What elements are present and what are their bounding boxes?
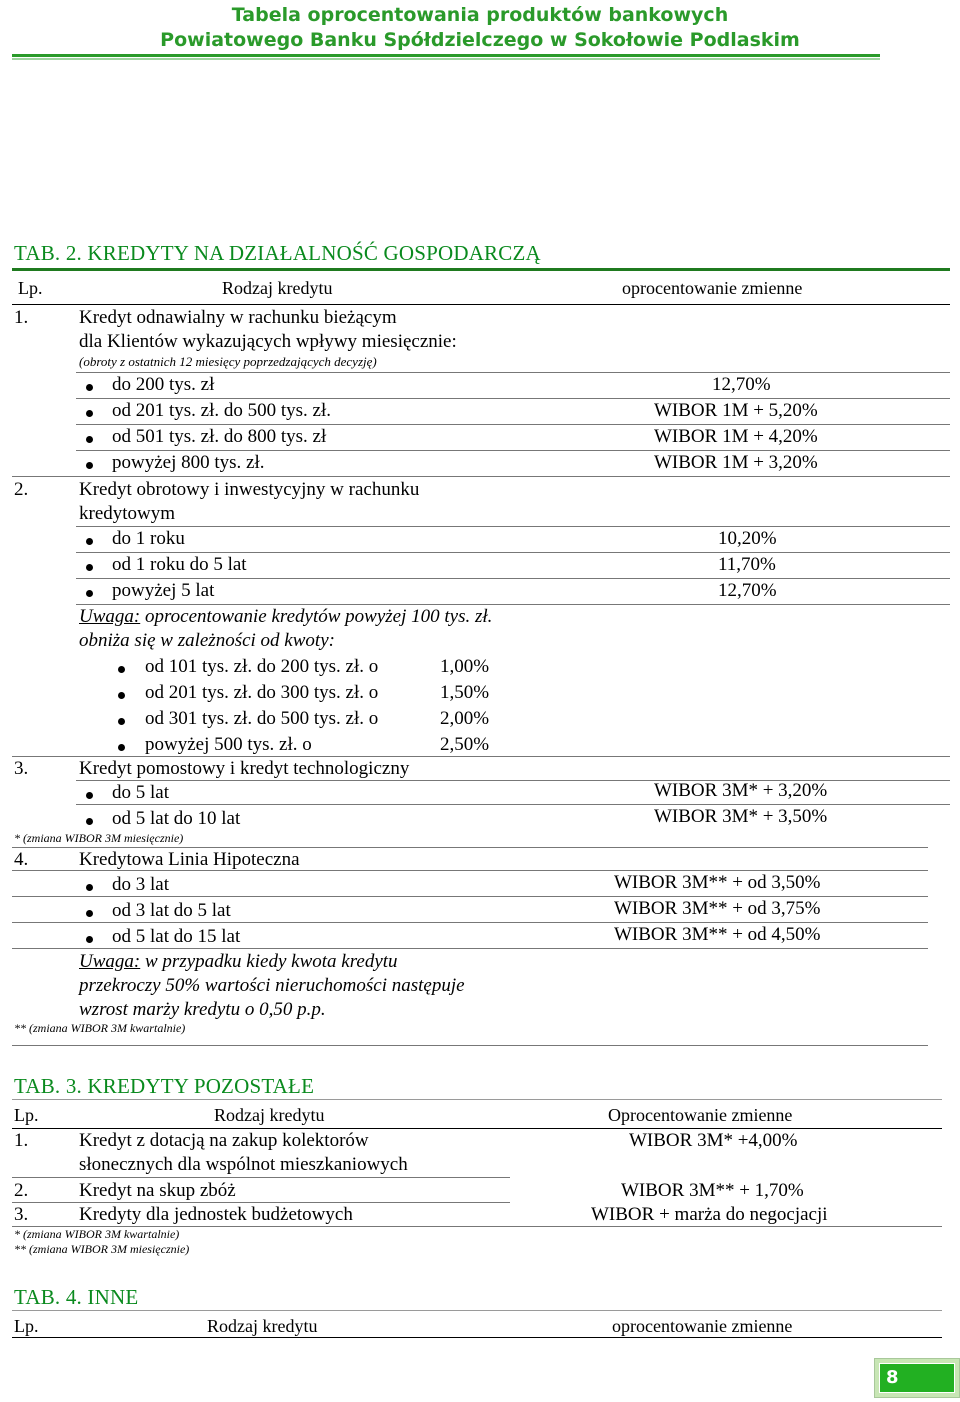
- item2-number: 2.: [14, 479, 29, 500]
- item2-row-rate: 12,70%: [718, 580, 777, 601]
- note-label: Uwaga:: [79, 606, 141, 627]
- bullet-icon: [118, 718, 125, 725]
- tab4-col-type: Rodzaj kredytu: [207, 1316, 318, 1336]
- discount-label: od 101 tys. zł. do 200 tys. zł. o: [145, 656, 379, 677]
- tab3-col-type: Rodzaj kredytu: [214, 1105, 325, 1125]
- item3-footnote: * (zmiana WIBOR 3M miesięcznie): [14, 831, 184, 845]
- row-rule: [12, 922, 928, 923]
- item2-row-label: od 1 roku do 5 lat: [112, 554, 247, 575]
- header-rule: [12, 54, 880, 57]
- bullet-icon: [86, 564, 93, 571]
- row-rule: [12, 870, 928, 871]
- tab3-col-lp: Lp.: [14, 1105, 39, 1125]
- row-rule: [76, 450, 950, 451]
- tab3-row-label: Kredyt z dotacją na zakup kolektorów: [79, 1130, 369, 1151]
- item2-title-line1: Kredyt obrotowy i inwestycyjny w rachunku: [79, 479, 420, 500]
- discount-value: 2,50%: [440, 734, 490, 755]
- discount-label: od 301 tys. zł. do 500 tys. zł. o: [145, 708, 379, 729]
- tab3-title: TAB. 3. KREDYTY POZOSTAŁE: [14, 1074, 315, 1098]
- item3-number: 3.: [14, 758, 29, 779]
- note-text: oprocentowanie kredytów powyżej 100 tys. zł.: [140, 606, 493, 627]
- header-rule-light: [12, 58, 880, 60]
- tab3-row-label: Kredyt na skup zbóż: [79, 1180, 236, 1201]
- item1-title-line1: Kredyt odnawialny w rachunku bieżącym: [79, 307, 397, 328]
- tab3-row-label-line2: słonecznych dla wspólnot mieszkaniowych: [79, 1154, 408, 1175]
- tab3-row-number: 2.: [14, 1180, 29, 1201]
- item1-row-rate: WIBOR 1M + 5,20%: [654, 400, 818, 421]
- row-rule: [12, 1202, 510, 1203]
- item4-note-line3: wzrost marży kredytu o 0,50 p.p.: [79, 999, 326, 1020]
- item1-title-line2: dla Klientów wykazujących wpływy miesięcznie:: [79, 331, 457, 352]
- item1-number: 1.: [14, 307, 29, 328]
- row-rule: [76, 604, 950, 605]
- item3-title: Kredyt pomostowy i kredyt technologiczny: [79, 758, 410, 779]
- page-number: 8: [886, 1367, 899, 1388]
- tab3-row-rate: WIBOR + marża do negocjacji: [591, 1204, 828, 1225]
- tab4-col-lp: Lp.: [14, 1316, 39, 1336]
- tab2-title: TAB. 2. KREDYTY NA DZIAŁALNOŚĆ GOSPODARCZĄ: [14, 241, 541, 265]
- item4-number: 4.: [14, 849, 29, 870]
- item1-row-label: od 201 tys. zł. do 500 tys. zł.: [112, 400, 332, 421]
- row-rule: [76, 424, 950, 425]
- tab3-col-rate: Oprocentowanie zmienne: [608, 1105, 793, 1125]
- tab4-title-rule: [12, 1310, 942, 1311]
- tab4-header-rule: [12, 1337, 942, 1338]
- row-rule: [12, 896, 928, 897]
- item2-row-rate: 11,70%: [718, 554, 776, 575]
- tab3-row-rate: WIBOR 3M* +4,00%: [629, 1130, 798, 1151]
- item4-title: Kredytowa Linia Hipoteczna: [79, 849, 300, 870]
- discount-label: powyżej 500 tys. zł. o: [145, 734, 312, 755]
- tab4-col-rate: oprocentowanie zmienne: [612, 1316, 793, 1336]
- item2-row-rate: 10,20%: [718, 528, 777, 549]
- bullet-icon: [118, 692, 125, 699]
- document-header-line1: Tabela oprocentowania produktów bankowych: [231, 4, 729, 26]
- item1-row-label: powyżej 800 tys. zł.: [112, 452, 265, 473]
- item4-note-line1: [79, 951, 398, 973]
- row-rule: [76, 578, 950, 579]
- row-rule: [12, 1177, 510, 1178]
- note-label: Uwaga:: [79, 951, 141, 972]
- item4-note-line2: przekroczy 50% wartości nieruchomości następuje: [79, 975, 465, 996]
- item4-row-rate: WIBOR 3M** + od 4,50%: [614, 924, 821, 945]
- item4-footnote: ** (zmiana WIBOR 3M kwartalnie): [14, 1021, 186, 1035]
- discount-value: 2,00%: [440, 708, 490, 729]
- item1-row-rate: 12,70%: [712, 374, 771, 395]
- row-rule: [76, 552, 950, 553]
- bullet-icon: [86, 436, 93, 443]
- item2-title-line2: kredytowym: [79, 503, 176, 524]
- row-rule: [12, 476, 950, 477]
- tab3-row-number: 1.: [14, 1130, 29, 1151]
- item1-note: (obroty z ostatnich 12 miesięcy poprzedzających decyzję): [79, 354, 377, 369]
- row-rule: [76, 804, 950, 805]
- item2-note-line1: [79, 606, 492, 628]
- item4-row-label: od 5 lat do 15 lat: [112, 926, 241, 947]
- tab3-row-label: Kredyty dla jednostek budżetowych: [79, 1204, 353, 1225]
- bullet-icon: [86, 936, 93, 943]
- item1-rule: [76, 372, 950, 373]
- row-rule: [76, 526, 950, 527]
- bullet-icon: [86, 792, 93, 799]
- item3-row-rate: WIBOR 3M* + 3,50%: [654, 806, 828, 827]
- item3-row-rate: WIBOR 3M* + 3,20%: [654, 780, 828, 801]
- row-rule: [12, 847, 928, 848]
- bullet-icon: [86, 384, 93, 391]
- item3-row-label: do 5 lat: [112, 782, 169, 803]
- item4-row-rate: WIBOR 3M** + od 3,75%: [614, 898, 821, 919]
- row-rule: [12, 756, 950, 757]
- item1-row-label: do 200 tys. zł: [112, 374, 215, 395]
- item1-row-label: od 501 tys. zł. do 800 tys. zł: [112, 426, 327, 447]
- tab3-title-rule: [12, 1099, 942, 1100]
- tab2-col-lp: Lp.: [18, 278, 43, 298]
- bullet-icon: [86, 884, 93, 891]
- item4-row-label: do 3 lat: [112, 874, 169, 895]
- item1-row-rate: WIBOR 1M + 3,20%: [654, 452, 818, 473]
- note-text: w przypadku kiedy kwota kredytu: [140, 951, 398, 972]
- bullet-icon: [86, 410, 93, 417]
- tab3-footnote1: * (zmiana WIBOR 3M kwartalnie): [14, 1227, 180, 1241]
- tab3-row-number: 3.: [14, 1204, 29, 1225]
- row-rule: [12, 948, 928, 949]
- bullet-icon: [86, 910, 93, 917]
- tab2-col-type: Rodzaj kredytu: [222, 278, 333, 298]
- discount-value: 1,00%: [440, 656, 490, 677]
- item2-note-line2: obniża się w zależności od kwoty:: [79, 630, 335, 651]
- bullet-icon: [118, 666, 125, 673]
- tab2-header-rule: [12, 304, 950, 305]
- discount-value: 1,50%: [440, 682, 490, 703]
- tab2-title-rule: [12, 268, 950, 271]
- bullet-icon: [86, 462, 93, 469]
- item4-row-label: od 3 lat do 5 lat: [112, 900, 231, 921]
- item4-row-rate: WIBOR 3M** + od 3,50%: [614, 872, 821, 893]
- bullet-icon: [86, 538, 93, 545]
- bullet-icon: [86, 818, 93, 825]
- item2-row-label: powyżej 5 lat: [112, 580, 215, 601]
- item1-row-rate: WIBOR 1M + 4,20%: [654, 426, 818, 447]
- bullet-icon: [86, 590, 93, 597]
- page-number-inner: [879, 1363, 955, 1393]
- document-header-line2: Powiatowego Banku Spółdzielczego w Sokołowie Podlaskim: [160, 29, 800, 51]
- page-number-box: [874, 1358, 960, 1398]
- tab4-title: TAB. 4. INNE: [14, 1285, 139, 1309]
- tab3-header-rule: [12, 1128, 942, 1129]
- item3-row-label: od 5 lat do 10 lat: [112, 808, 241, 829]
- tab2-col-rate: oprocentowanie zmienne: [622, 278, 803, 298]
- item2-row-label: do 1 roku: [112, 528, 185, 549]
- discount-label: od 201 tys. zł. do 300 tys. zł. o: [145, 682, 379, 703]
- row-rule: [76, 398, 950, 399]
- tab3-row-rate: WIBOR 3M** + 1,70%: [621, 1180, 804, 1201]
- row-rule: [12, 1045, 928, 1046]
- bullet-icon: [118, 744, 125, 751]
- tab3-footnote2: ** (zmiana WIBOR 3M miesięcznie): [14, 1242, 190, 1256]
